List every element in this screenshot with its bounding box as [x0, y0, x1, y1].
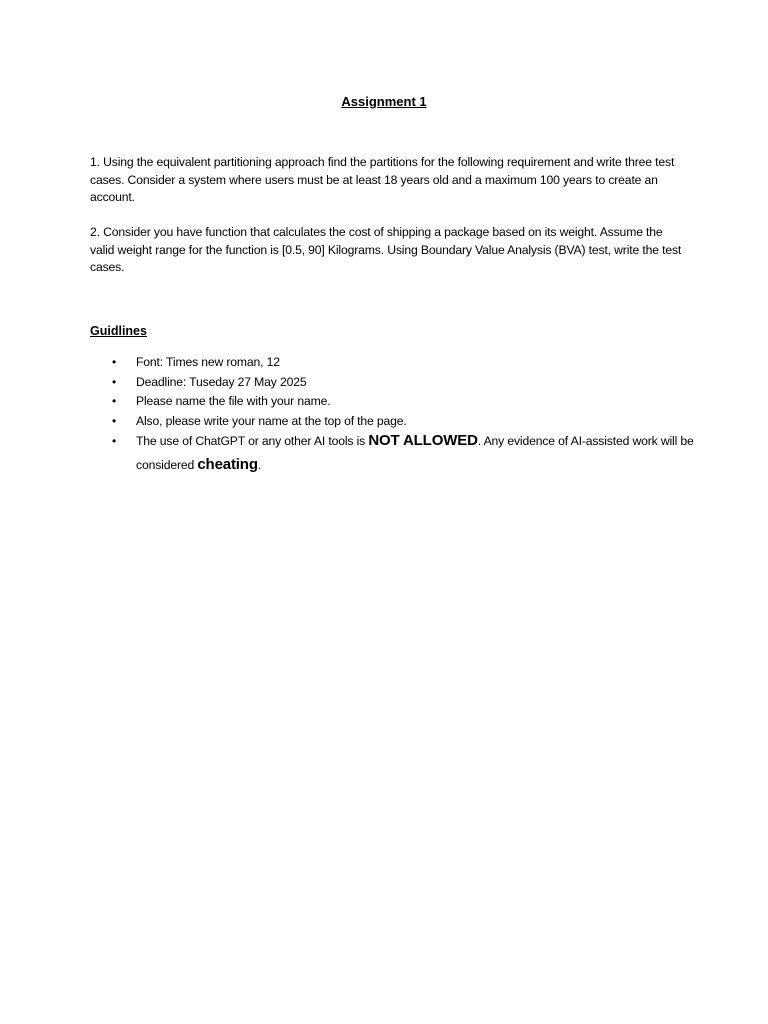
cheating-emphasis: cheating — [197, 456, 258, 473]
guidelines-list — [112, 353, 702, 477]
question-2: 2. Consider you have function that calculates the cost of shipping a package based on its weight. Assume the valid weight range for the function is [0.5, 90] Kilograms. Using Boundary Value Analysis (BVA) test, write the test cases. — [90, 225, 682, 274]
ai-policy-text-2: . Any evidence of AI-assisted work will be considered — [136, 434, 694, 472]
guideline-text: Font: Times new roman, 12 — [136, 355, 280, 369]
ai-policy-text-3: . — [257, 458, 262, 472]
bullet-icon: • — [112, 374, 117, 389]
guideline-item-ai-policy — [112, 429, 702, 477]
bullet-icon: • — [112, 413, 117, 428]
guideline-item — [112, 353, 702, 373]
assignment-title: Assignment 1 — [341, 94, 427, 109]
guideline-text: Please name the file with your name. — [136, 394, 331, 408]
guideline-item — [112, 373, 702, 393]
guideline-item — [112, 392, 702, 412]
question-1: 1. Using the equivalent partitioning approach find the partitions for the following requirement and write three test cases. Consider a system where users must be at least 18 years old and a maximum 100 years to create an account. — [90, 155, 675, 204]
bullet-icon: • — [112, 355, 117, 369]
bullet-icon: • — [112, 394, 117, 408]
ai-policy-text-1: The use of ChatGPT or any other AI tools is — [136, 434, 369, 448]
guideline-text: Deadline: Tuseday 27 May 2025 — [136, 374, 307, 389]
not-allowed-emphasis: NOT ALLOWED — [368, 432, 478, 449]
guideline-text: Also, please write your name at the top of the page. — [136, 413, 407, 428]
guidelines-heading: Guidlines — [90, 324, 147, 338]
bullet-icon: • — [112, 434, 117, 448]
